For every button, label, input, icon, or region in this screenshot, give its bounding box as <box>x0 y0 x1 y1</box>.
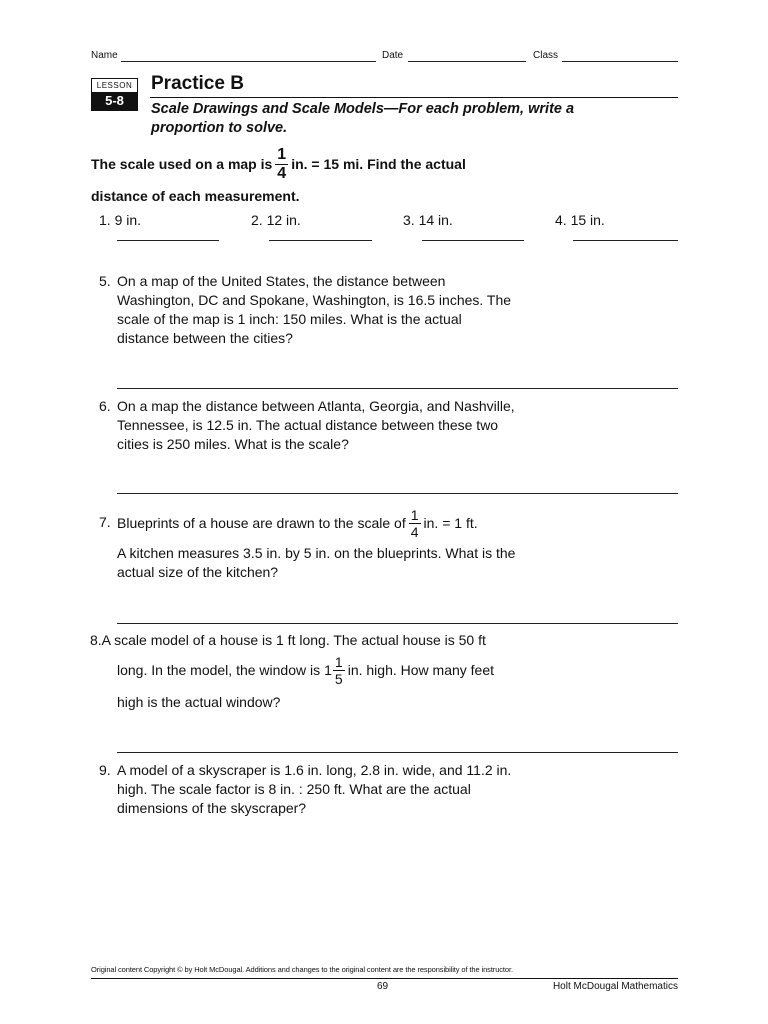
lesson-badge <box>91 78 138 111</box>
fraction-denominator: 5 <box>334 670 343 687</box>
instructions-line-2: distance of each measurement. <box>91 188 300 204</box>
problem-line: high. The scale factor is 8 in. : 250 ft. What are the actual <box>117 781 471 797</box>
answer-line-1[interactable] <box>117 240 219 241</box>
problem-line: Washington, DC and Spokane, Washington, is 16.5 inches. The <box>117 292 512 308</box>
problem-line: On a map the distance between Atlanta, Georgia, and Nashville, <box>117 398 515 414</box>
item-text: 15 in. <box>570 212 605 228</box>
problem-line: actual size of the kitchen? <box>117 564 279 580</box>
answer-line-6[interactable] <box>117 493 678 494</box>
answer-line-8[interactable] <box>117 752 678 753</box>
problem-5-text <box>117 272 511 348</box>
mixed-number-fraction <box>333 655 345 686</box>
lesson-badge-label: LESSON <box>96 81 133 90</box>
problem-line: Tennessee, is 12.5 in. The actual distance between these two <box>117 417 499 433</box>
problem-text: in. high. How many feet <box>347 661 495 678</box>
instructions-line-1 <box>91 144 466 184</box>
problem-line: A kitchen measures 3.5 in. by 5 in. on the blueprints. What is the <box>117 545 516 561</box>
problem-text: Blueprints of a house are drawn to the scale of <box>117 514 406 531</box>
title-rule <box>150 97 678 98</box>
problem-7-text <box>117 544 515 582</box>
problem-7-number: 7. <box>99 514 111 530</box>
item-text: 14 in. <box>418 212 453 228</box>
item-text: 12 in. <box>266 212 301 228</box>
blueprint-scale-fraction <box>409 508 421 539</box>
subtitle <box>151 100 574 138</box>
problem-line: cities is 250 miles. What is the scale? <box>117 436 349 452</box>
page-title: Practice B <box>151 73 244 94</box>
problem-text: long. In the model, the window is <box>117 661 321 678</box>
item-number: 4. <box>555 212 567 228</box>
item-4 <box>555 211 605 230</box>
footer-rule <box>91 978 678 979</box>
answer-line-7[interactable] <box>117 623 678 624</box>
subtitle-line-2: proportion to solve. <box>151 120 288 136</box>
problem-line: dimensions of the skyscraper? <box>117 800 307 816</box>
problem-9-text <box>117 761 511 818</box>
subtitle-line-1: Scale Drawings and Scale Models—For each problem, write a <box>151 101 575 117</box>
instructions-text-b: in. = 15 mi. Find the actual <box>291 156 466 172</box>
problem-line: On a map of the United States, the distance between <box>117 273 446 289</box>
answer-line-2[interactable] <box>269 240 372 241</box>
fraction-numerator: 1 <box>410 506 419 523</box>
name-field[interactable] <box>121 61 376 62</box>
name-label: Name <box>91 50 118 61</box>
problem-7-line-1 <box>117 505 478 541</box>
item-2 <box>251 211 301 230</box>
answer-line-5[interactable] <box>117 388 678 389</box>
item-1 <box>99 211 141 230</box>
date-label: Date <box>382 50 404 61</box>
publisher-name: Holt McDougal Mathematics <box>552 981 678 992</box>
fraction-denominator: 4 <box>410 523 419 540</box>
item-number: 1. <box>99 212 111 228</box>
problem-line: A model of a skyscraper is 1.6 in. long, 2.8 in. wide, and 11.2 in. <box>117 762 512 778</box>
fraction-denominator: 4 <box>277 164 287 182</box>
fraction-numerator: 1 <box>334 653 343 670</box>
lesson-number: 5-8 <box>92 92 137 110</box>
page-number: 69 <box>377 981 389 992</box>
class-field[interactable] <box>562 61 678 62</box>
item-text: 9 in. <box>114 212 142 228</box>
copyright-notice: Original content Copyright © by Holt McDougal. Additions and changes to the original content are the responsibility of the instructor. <box>91 965 513 974</box>
mixed-number-whole: 1 <box>324 661 332 678</box>
item-number: 3. <box>403 212 415 228</box>
problem-text: in. = 1 ft. <box>423 514 478 531</box>
item-3 <box>403 211 453 230</box>
problem-8-line-2 <box>117 652 494 688</box>
date-field[interactable] <box>408 61 526 62</box>
instructions-text-a: The scale used on a map is <box>91 156 273 172</box>
problem-8-line-3: high is the actual window? <box>117 694 281 710</box>
problem-6-number: 6. <box>99 398 111 414</box>
problem-line: distance between the cities? <box>117 330 293 346</box>
problem-6-text <box>117 397 515 454</box>
problem-9-number: 9. <box>99 762 111 778</box>
problem-line: scale of the map is 1 inch: 150 miles. What is the actual <box>117 311 462 327</box>
class-label: Class <box>533 50 559 61</box>
answer-line-3[interactable] <box>422 240 524 241</box>
fraction-numerator: 1 <box>277 145 287 163</box>
scale-fraction <box>275 147 288 182</box>
answer-line-4[interactable] <box>573 240 678 241</box>
problem-8-line-1: 8.A scale model of a house is 1 ft long. The actual house is 50 ft <box>90 632 486 648</box>
item-number: 2. <box>251 212 263 228</box>
problem-5-number: 5. <box>99 273 111 289</box>
